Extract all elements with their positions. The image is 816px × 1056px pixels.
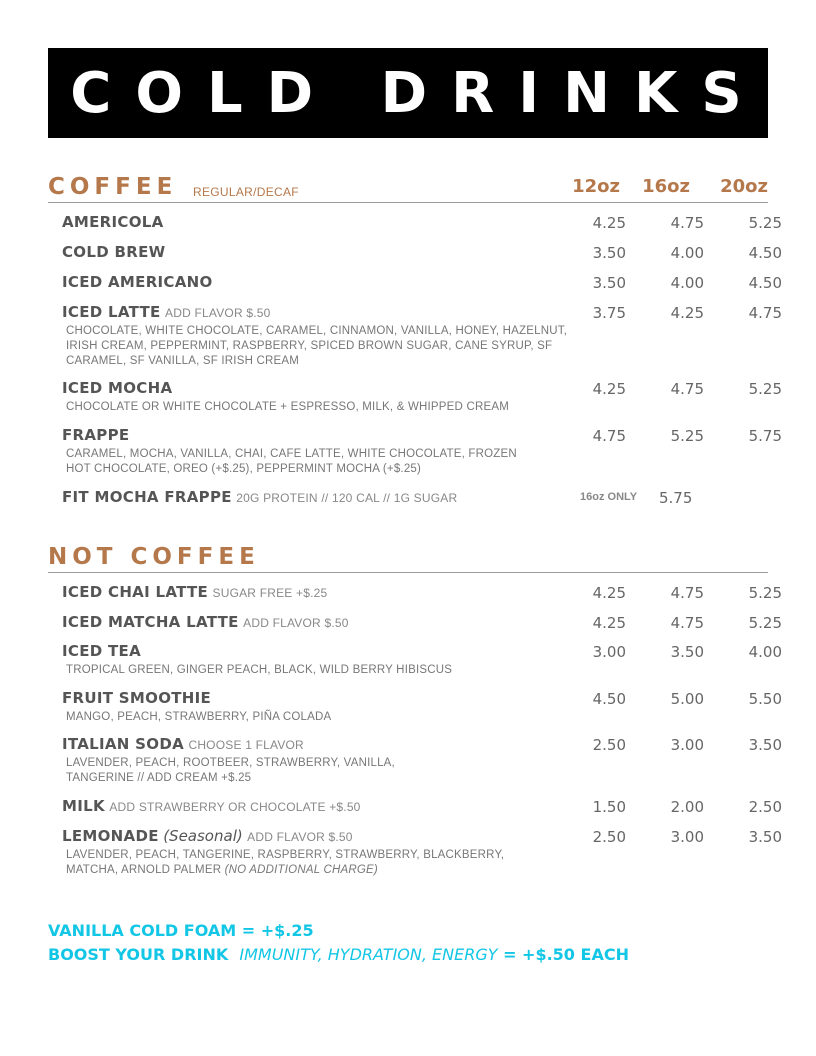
price-16oz: 3.00 (670, 736, 704, 754)
menu-item-iced-mocha (62, 379, 782, 415)
price-12oz: 3.00 (592, 643, 626, 661)
price-16oz: 5.75 (659, 489, 693, 507)
item-name: AMERICOLA (62, 213, 164, 231)
item-note: CHOOSE 1 FLAVOR (188, 738, 304, 752)
item-name: ITALIAN SODA (62, 735, 184, 753)
item-name: COLD BREW (62, 243, 166, 261)
item-note: 20G PROTEIN // 120 CAL // 1G SUGAR (236, 491, 458, 505)
boost-line (48, 944, 768, 968)
seasonal-label: (Seasonal) (163, 827, 243, 845)
title-banner (48, 48, 768, 138)
size-20oz: 20oz (720, 176, 768, 197)
not-coffee-section (48, 544, 782, 876)
price-16oz: 4.00 (670, 244, 704, 262)
item-description: LAVENDER, PEACH, ROOTBEER, STRAWBERRY, VANILLA, TANGERINE // ADD CREAM +$.25 (66, 757, 395, 784)
cold-foam-line: VANILLA COLD FOAM = +$.25 (48, 921, 314, 940)
boost-options: IMMUNITY, HYDRATION, ENERGY (239, 945, 498, 964)
price-16oz: 4.25 (670, 304, 704, 322)
menu-item-iced-tea (62, 642, 782, 678)
item-note: ADD STRAWBERRY OR CHOCOLATE +$.50 (109, 800, 361, 814)
item-name: MILK (62, 797, 105, 815)
price-20oz: 5.75 (748, 427, 782, 445)
menu-item-italian-soda (62, 735, 782, 786)
item-description: CHOCOLATE OR WHITE CHOCOLATE + ESPRESSO, MILK, & WHIPPED CREAM (66, 401, 509, 413)
price-12oz: 3.50 (592, 274, 626, 292)
coffee-title: COFFEE (48, 174, 178, 200)
item-name: LEMONADE (62, 827, 159, 845)
price-20oz: 4.75 (748, 304, 782, 322)
item-note: SUGAR FREE +$.25 (212, 586, 328, 600)
item-name: FRUIT SMOOTHIE (62, 689, 212, 707)
price-20oz: 5.25 (748, 380, 782, 398)
price-16oz: 2.00 (670, 798, 704, 816)
menu-item-lemonade (62, 827, 782, 878)
boost-label: BOOST YOUR DRINK (48, 945, 229, 964)
menu-item-iced-chai-latte (62, 583, 782, 602)
page-title: COLD DRINKS (70, 60, 766, 126)
price-20oz: 4.00 (748, 643, 782, 661)
price-16oz: 5.25 (670, 427, 704, 445)
item-name: ICED CHAI LATTE (62, 583, 209, 601)
price-16oz: 4.00 (670, 274, 704, 292)
price-20oz: 3.50 (748, 828, 782, 846)
size-16oz: 16oz (642, 176, 690, 197)
price-12oz: 2.50 (592, 736, 626, 754)
size-12oz: 12oz (572, 176, 620, 197)
menu-item-iced-americano (62, 273, 782, 292)
item-name: ICED TEA (62, 642, 141, 660)
item-name: ICED LATTE (62, 303, 161, 321)
menu-item-iced-matcha-latte (62, 613, 782, 632)
price-20oz: 4.50 (748, 244, 782, 262)
price-20oz: 4.50 (748, 274, 782, 292)
not-coffee-title: NOT COFFEE (48, 544, 260, 570)
price-12oz: 4.25 (592, 584, 626, 602)
item-name: FIT MOCHA FRAPPE (62, 488, 232, 506)
coffee-header (48, 174, 768, 203)
price-20oz: 3.50 (748, 736, 782, 754)
item-note: ADD FLAVOR $.50 (165, 306, 271, 320)
price-12oz: 4.25 (592, 214, 626, 232)
price-20oz: 2.50 (748, 798, 782, 816)
size-only-label: 16oz ONLY (580, 491, 638, 503)
price-16oz: 3.50 (670, 643, 704, 661)
price-12oz: 4.25 (592, 380, 626, 398)
menu-item-iced-latte (62, 303, 782, 369)
price-16oz: 4.75 (670, 380, 704, 398)
item-name: ICED AMERICANO (62, 273, 213, 291)
menu-item-milk (62, 797, 782, 816)
add-ons-footer (48, 920, 768, 968)
price-20oz: 5.50 (748, 690, 782, 708)
price-16oz: 5.00 (670, 690, 704, 708)
item-description (66, 848, 546, 878)
item-note: ADD FLAVOR $.50 (247, 830, 353, 844)
item-name: ICED MATCHA LATTE (62, 613, 239, 631)
item-name: ICED MOCHA (62, 379, 173, 397)
boost-price: = +$.50 EACH (503, 945, 629, 964)
menu-item-cold-brew (62, 243, 782, 262)
menu-item-fit-mocha-frappe (62, 488, 768, 507)
price-12oz: 3.75 (592, 304, 626, 322)
item-description-text: LAVENDER, PEACH, TANGERINE, RASPBERRY, STRAWBERRY, BLACKBERRY, MATCHA, ARNOLD PALMER (66, 849, 505, 876)
item-description: CHOCOLATE, WHITE CHOCOLATE, CARAMEL, CINNAMON, VANILLA, HONEY, HAZELNUT, IRISH CREAM, PEPPERMINT, RASPBERRY, SPICED BROWN SUGAR, CANE SYRUP, SF CARAMEL, SF VANILLA, SF IRISH CREAM (66, 325, 568, 367)
item-description: MANGO, PEACH, STRAWBERRY, PIÑA COLADA (66, 711, 332, 723)
menu-item-americola (62, 213, 782, 232)
price-16oz: 4.75 (670, 214, 704, 232)
menu-item-frappe (62, 426, 782, 477)
item-description: TROPICAL GREEN, GINGER PEACH, BLACK, WILD BERRY HIBISCUS (66, 664, 453, 676)
coffee-section (48, 174, 782, 507)
coffee-subtitle: REGULAR/DECAF (193, 185, 299, 199)
item-name: FRAPPE (62, 426, 130, 444)
item-description-note: (NO ADDITIONAL CHARGE) (224, 864, 378, 876)
item-description: CARAMEL, MOCHA, VANILLA, CHAI, CAFE LATTE, WHITE CHOCOLATE, FROZEN HOT CHOCOLATE, OREO (+$.25), PEPPERMINT MOCHA (+$.25) (66, 448, 517, 475)
price-12oz: 4.75 (592, 427, 626, 445)
price-20oz: 5.25 (748, 214, 782, 232)
item-note: ADD FLAVOR $.50 (243, 616, 349, 630)
price-20oz: 5.25 (748, 614, 782, 632)
price-12oz: 1.50 (592, 798, 626, 816)
price-16oz: 4.75 (670, 584, 704, 602)
price-12oz: 3.50 (592, 244, 626, 262)
price-20oz: 5.25 (748, 584, 782, 602)
not-coffee-header (48, 544, 768, 573)
price-12oz: 2.50 (592, 828, 626, 846)
price-16oz: 4.75 (670, 614, 704, 632)
price-12oz: 4.25 (592, 614, 626, 632)
menu-item-fruit-smoothie (62, 689, 782, 725)
price-12oz: 4.50 (592, 690, 626, 708)
price-16oz: 3.00 (670, 828, 704, 846)
